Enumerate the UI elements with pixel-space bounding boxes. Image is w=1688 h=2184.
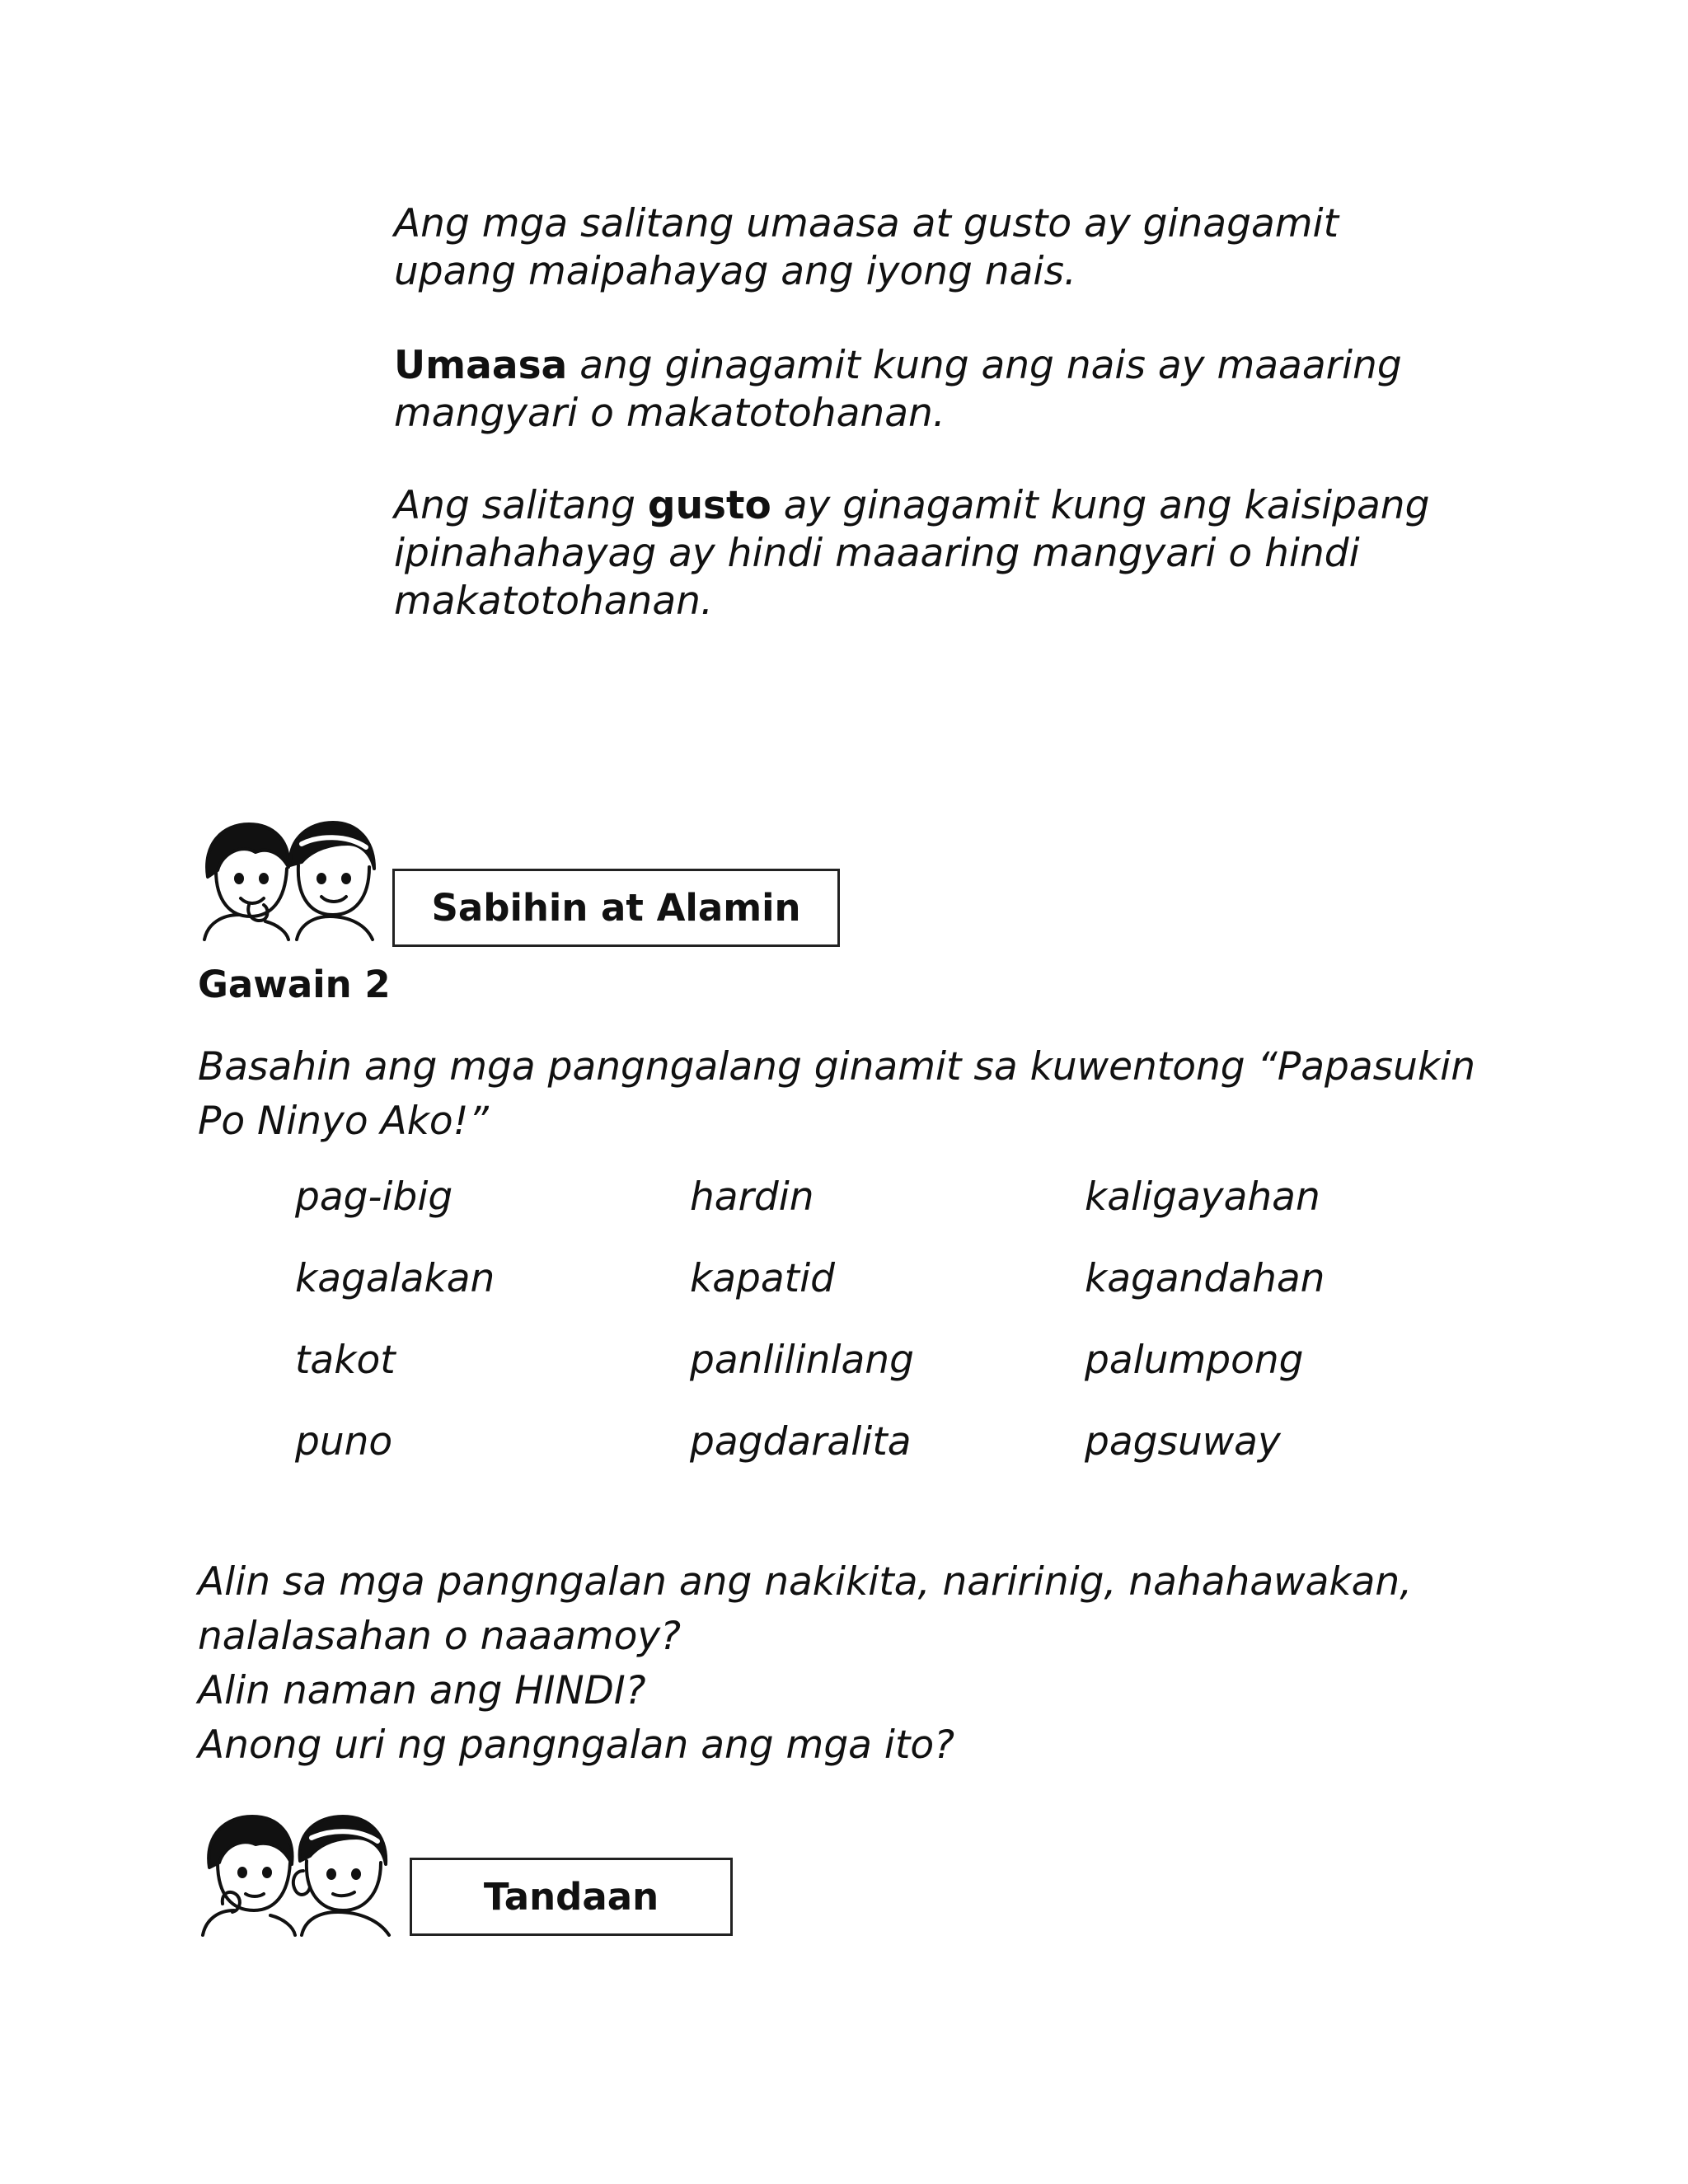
intro-paragraph-3-lead: Ang salitang <box>394 483 648 528</box>
activity-instruction: Basahin ang mga pangngalang ginamit sa kuwentong “Papasukin Po Ninyo Ako!” <box>198 1044 1476 1144</box>
list-item: pag-ibig <box>295 1174 453 1220</box>
list-item: panlilinlang <box>690 1338 914 1383</box>
word-list <box>295 1172 1482 1498</box>
list-item: hardin <box>690 1174 814 1220</box>
term-umaasa: Umaasa <box>394 343 568 388</box>
list-item: kapatid <box>690 1256 835 1301</box>
section-label-tandaan: Tandaan <box>410 1858 733 1936</box>
two-children-talking-icon <box>198 819 377 941</box>
list-item: pagdaralita <box>690 1419 912 1465</box>
list-item: pagsuway <box>1085 1419 1281 1465</box>
question-3: Anong uri ng pangngalan ang mga ito? <box>198 1722 955 1768</box>
activity-title: Gawain 2 <box>198 963 391 1006</box>
intro-paragraph-2 <box>394 342 1465 438</box>
intro-paragraph-3 <box>394 482 1465 626</box>
list-item: kagandahan <box>1085 1256 1325 1301</box>
list-item: kagalakan <box>295 1256 495 1301</box>
list-item: takot <box>295 1338 396 1383</box>
intro-paragraph-2-text: ang ginagamit kung ang nais ay maaaring mangyari o makatotohanan. <box>394 343 1402 436</box>
section-label-sabihin-at-alamin: Sabihin at Alamin <box>392 869 840 947</box>
intro-paragraph-1: Ang mga salitang umaasa at gusto ay ginagamit upang maipahayag ang iyong nais. <box>394 201 1339 294</box>
question-1: Alin sa mga pangngalan ang nakikita, naririnig, nahahawakan, nalalasahan o naaamoy? <box>198 1559 1413 1659</box>
list-item: kaligayahan <box>1085 1174 1320 1220</box>
list-item: palumpong <box>1085 1338 1304 1383</box>
question-2: Alin naman ang HINDI? <box>198 1668 646 1713</box>
intro-paragraph-3-text: ay ginagamit kung ang kaisipang ipinahahayag ay hindi maaaring mangyari o hindi makatotohanan. <box>394 483 1430 624</box>
term-gusto: gusto <box>647 483 771 528</box>
list-item: puno <box>295 1419 393 1465</box>
question-block <box>198 1555 1517 1773</box>
two-children-thinking-icon <box>198 1813 396 1937</box>
